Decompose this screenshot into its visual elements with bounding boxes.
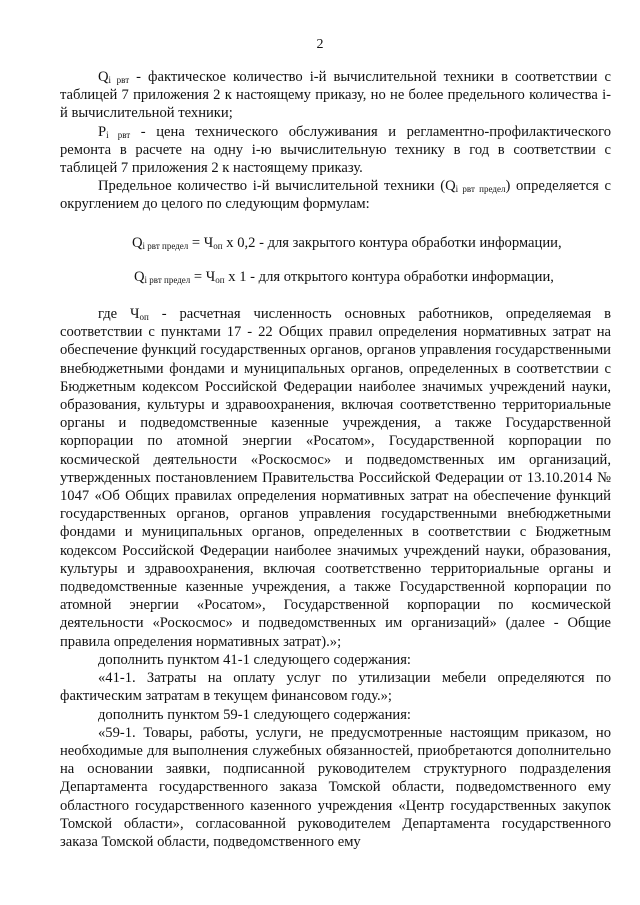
paragraph-text: где Ч — [98, 306, 140, 323]
variable-q: Q — [98, 69, 109, 85]
paragraph-text: Предельное количество i-й вычислительной техники (Q — [98, 178, 456, 195]
paragraph-text: - цена технического обслуживания и регламентно-профилактического ремонта в расчете на одну i-ю вычислительную технику в год в соответствии с таблицей 7 приложения 2 к настоящему приказу. — [60, 123, 611, 177]
subscript: оп — [139, 312, 149, 323]
paragraph-chop-definition — [60, 305, 611, 651]
subscript: i рвт предел — [142, 240, 189, 251]
paragraph-add-59-1: дополнить пунктом 59-1 следующего содержания: — [98, 706, 411, 723]
variable-q: Q — [134, 268, 145, 285]
formula-text: = Ч — [190, 268, 216, 285]
paragraph-text: - фактическое количество i-й вычислительной техники в соответствии с таблицей 7 приложения 2 к настоящему приказу, но не более предельного количества i-й вычислительной техники; — [60, 69, 611, 122]
subscript: i рвт — [106, 129, 131, 140]
subscript: оп — [215, 274, 225, 285]
subscript: i рвт — [108, 75, 130, 85]
variable-q: Q — [132, 234, 143, 251]
subscript: i рвт предел — [144, 274, 191, 285]
formula-text: x 1 - для открытого контура обработки информации, — [224, 268, 554, 285]
paragraph-p-definition — [60, 123, 611, 178]
paragraph-q-definition — [60, 68, 611, 123]
document-body — [60, 68, 611, 851]
variable-p: P — [98, 123, 107, 140]
paragraph-text: - расчетная численность основных работников, определяемая в соответствии с пунктами 17 - 22 Общих правил определения нормативных затрат на обеспечение функций государственных органов, органов управления государственными внебюджетными фондами и муниципальных органов, определенных в соответствии с Бюджетным кодексом Российской Федерации наиболее значимых учреждений науки, образования, культуры и здравоохранения, включая соответственно территориальные органы и подведомственные казенные учреждения, а также Государственной корпорации по атомной энергии «Росатом», Государственной корпорации по космической деятельности «Роскосмос» и подведомственных им организаций, утвержденных постановлением Правительства Российской Федерации от 13.10.2014 № 1047 «Об Общих правилах определения нормативных затрат на обеспечение функций государственных органов, органов управления государственными внебюджетными фондами и муниципальных органов, определенных в соответствии с Бюджетным кодексом Российской Федерации наиболее значимых учреждений науки, образования, культуры и здравоохранения, включая соответственно территориальные органы и подведомственные казенные учреждения, а также Государственной корпорации по атомной энергии «Росатом», Государственной корпорации по космической деятельности «Роскосмос» и подведомственных им организаций» (далее - Общие правила определения нормативных затрат).»; — [60, 306, 612, 650]
paragraph-text: ) определяется с округлением до целого по следующим формулам: — [60, 178, 611, 213]
formula-closed-contour — [60, 234, 611, 252]
formula-text: x 0,2 - для закрытого контура обработки информации, — [222, 234, 562, 251]
subscript: i рвт предел — [455, 184, 506, 195]
paragraph-add-41-1: дополнить пунктом 41-1 следующего содержания: — [98, 651, 411, 668]
paragraph-item-41-1: «41-1. Затраты на оплату услуг по утилизации мебели определяются по фактическим затратам в текущем финансовом году.»; — [60, 670, 611, 705]
paragraph-item-59-1: «59-1. Товары, работы, услуги, не предусмотренные настоящим приказом, но необходимые для выполнения служебных обязанностей, приобретаются дополнительно на основании заявки, подписанной руководителем структурного подразделения Департамента государственного заказа Томской области, подведомственного ему областного государственного казенного учреждения «Центр государственных закупок Томской области», согласованной руководителем Департамента государственного заказа Томской области, подведомственного ему — [60, 724, 611, 850]
paragraph-limit-intro — [60, 177, 611, 213]
formula-text: = Ч — [188, 234, 214, 251]
formula-open-contour — [60, 268, 611, 286]
subscript: оп — [213, 240, 223, 251]
page-number: 2 — [316, 37, 324, 52]
